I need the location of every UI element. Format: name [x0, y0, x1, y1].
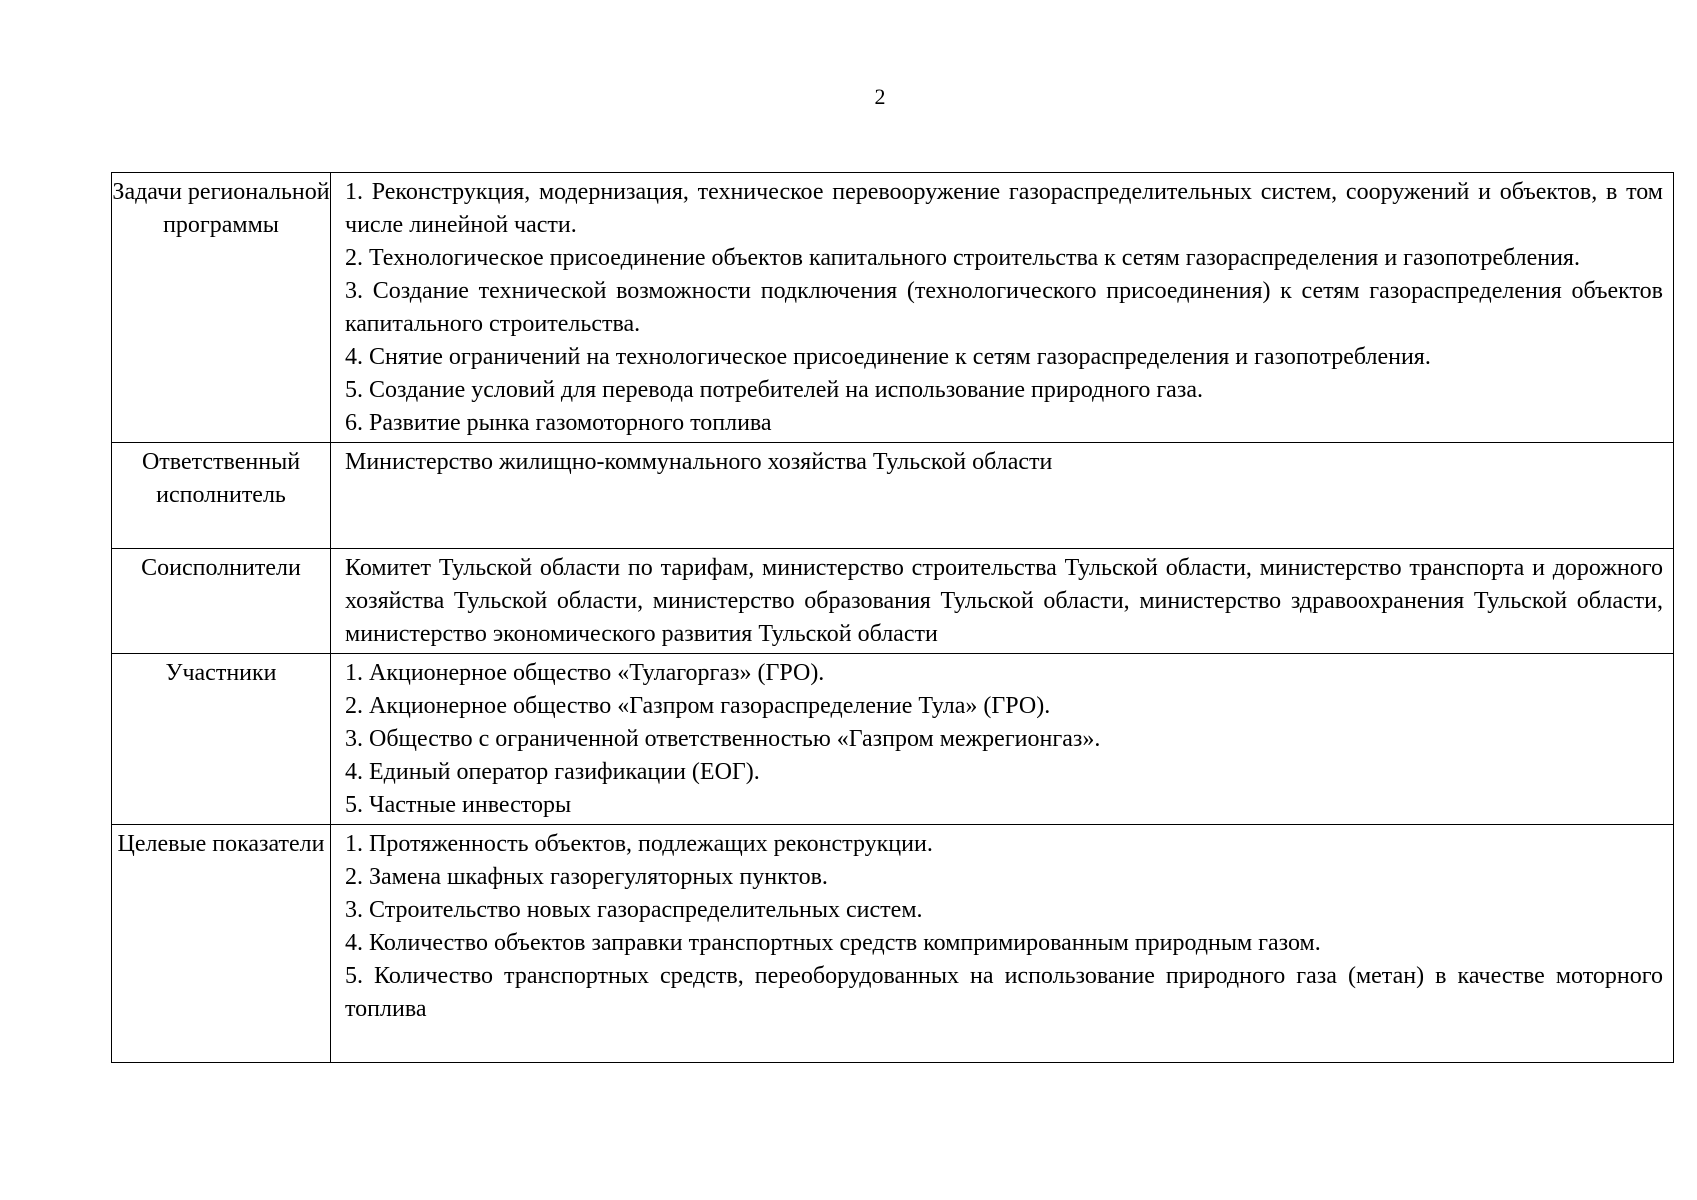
participant-item-3: 3. Общество с ограниченной ответственностью «Газпром межрегионгаз».: [345, 726, 1101, 752]
row-content-participants: [331, 654, 1674, 825]
table-row-target-indicators: [112, 825, 1674, 1063]
table-row-participants: [112, 654, 1674, 825]
co-executors-text: Комитет Тульской области по тарифам, министерство строительства Тульской области, министерство транспорта и дорожного хозяйства Тульской области, министерство образования Тульской области, министерство здравоохранения Тульской области, министерство экономического развития Тульской области: [345, 555, 1663, 647]
task-item-1: 1. Реконструкция, модернизация, техническое перевооружение газораспределительных систем, сооружений и объектов, в том числе линейной части.: [345, 179, 1663, 238]
program-passport-table: [111, 172, 1674, 1063]
participant-item-2: 2. Акционерное общество «Газпром газораспределение Тула» (ГРО).: [345, 693, 1051, 719]
task-item-6: 6. Развитие рынка газомоторного топлива: [345, 410, 772, 436]
row-content-responsible-executor: [331, 443, 1674, 549]
participant-item-5: 5. Частные инвесторы: [345, 792, 572, 818]
row-content-tasks: [331, 173, 1674, 443]
table-row-responsible-executor: [112, 443, 1674, 549]
task-item-5: 5. Создание условий для перевода потребителей на использование природного газа.: [345, 377, 1203, 403]
row-label-target-indicators: Целевые показатели: [112, 825, 331, 1063]
task-item-2: 2. Технологическое присоединение объектов капитального строительства к сетям газораспределения и газопотребления.: [345, 245, 1580, 271]
indicator-item-5: 5. Количество транспортных средств, переоборудованных на использование природного газа (метан) в качестве моторного топлива: [345, 963, 1663, 1022]
page-number: 2: [874, 84, 886, 109]
row-label-co-executors: Соисполнители: [112, 549, 331, 654]
row-content-target-indicators: [331, 825, 1674, 1063]
task-item-4: 4. Снятие ограничений на технологическое присоединение к сетям газораспределения и газопотребления.: [345, 344, 1431, 370]
indicator-item-2: 2. Замена шкафных газорегуляторных пунктов.: [345, 864, 828, 890]
table-row-tasks: [112, 173, 1674, 443]
indicator-item-1: 1. Протяженность объектов, подлежащих реконструкции.: [345, 831, 933, 857]
indicator-item-4: 4. Количество объектов заправки транспортных средств компримированным природным газом.: [345, 930, 1321, 956]
participant-item-1: 1. Акционерное общество «Тулагоргаз» (ГРО).: [345, 660, 825, 686]
row-label-responsible-executor: Ответственный исполнитель: [112, 443, 331, 549]
row-label-tasks: Задачи региональной программы: [112, 173, 331, 443]
indicator-item-3: 3. Строительство новых газораспределительных систем.: [345, 897, 923, 923]
row-content-co-executors: [331, 549, 1674, 654]
responsible-executor-text: Министерство жилищно-коммунального хозяйства Тульской области: [345, 449, 1053, 475]
participant-item-4: 4. Единый оператор газификации (ЕОГ).: [345, 759, 760, 785]
row-label-participants: Участники: [112, 654, 331, 825]
table-row-co-executors: [112, 549, 1674, 654]
task-item-3: 3. Создание технической возможности подключения (технологического присоединения) к сетям газораспределения объектов капитального строительства.: [345, 278, 1663, 337]
